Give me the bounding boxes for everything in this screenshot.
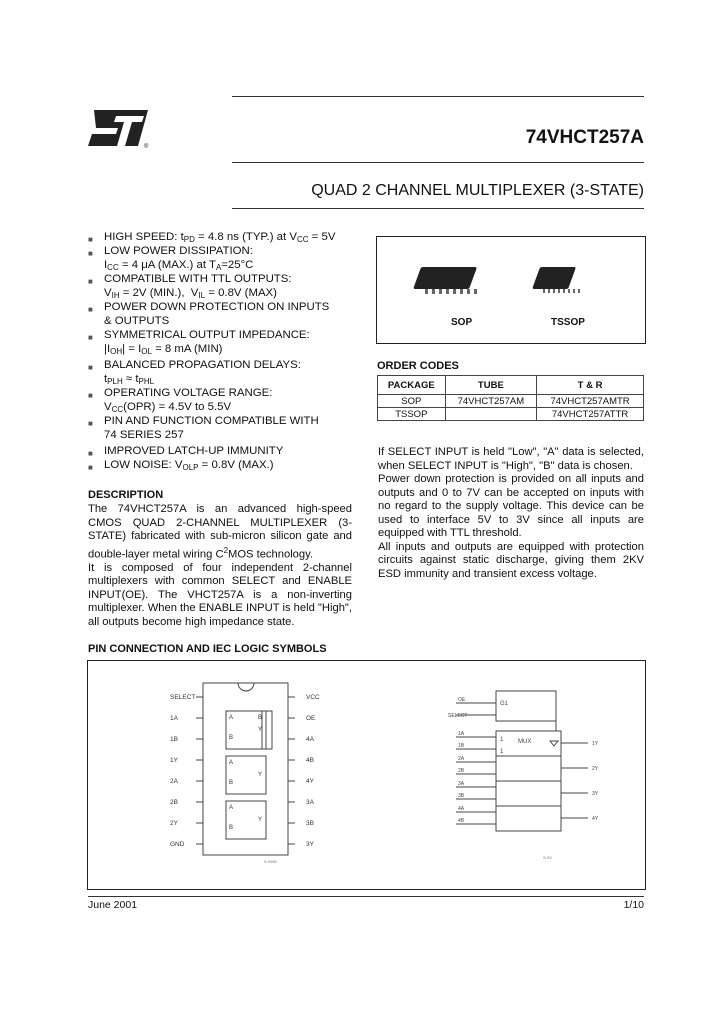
footer-date: June 2001	[88, 899, 138, 911]
subtitle-rule	[232, 208, 644, 209]
bullet-icon: ■	[88, 419, 93, 428]
pin-section-heading: PIN CONNECTION AND IEC LOGIC SYMBOLS	[88, 643, 327, 655]
table-row	[378, 408, 644, 421]
table-cell: 74VHCT257AMTR	[537, 395, 644, 408]
svg-text:S-9950: S-9950	[264, 859, 277, 864]
pin-connection-diagram	[88, 661, 645, 889]
table-cell	[445, 408, 537, 421]
pin-label: 3A	[306, 799, 314, 806]
tssop-package-image	[532, 267, 580, 293]
pin-label: 1A	[170, 715, 178, 722]
feature-text: OPERATING VOLTAGE RANGE: $V_{CC}(OPR) = 4.5V$ to 5.5V	[104, 387, 273, 414]
bullet-icon: ■	[88, 449, 93, 458]
feature-text: LOW NOISE: $V_{OLP} = 0.8V$ (MAX.)	[104, 459, 274, 472]
svg-text:3Y: 3Y	[592, 791, 599, 797]
pin-label: 4Y	[306, 778, 314, 785]
svg-text:3B: 3B	[458, 793, 465, 799]
tssop-label: TSSOP	[551, 317, 585, 328]
feature-text: POWER DOWN PROTECTION ON INPUTS & OUTPUTS	[104, 301, 330, 327]
footer-page: 1/10	[623, 899, 644, 911]
order-codes-header: TUBE	[445, 376, 537, 395]
svg-text:1B: 1B	[458, 743, 465, 749]
svg-text:2A: 2A	[458, 756, 465, 762]
feature-text: BALANCED PROPAGATION DELAYS: $t_{PLH} \approx t_{PHL}$	[104, 359, 301, 386]
pin-label: 1Y	[170, 757, 178, 764]
svg-text:B: B	[229, 780, 234, 786]
pin-label: GND	[170, 841, 185, 848]
bullet-icon: ■	[88, 235, 93, 244]
footer-rule	[88, 896, 644, 897]
bullet-icon: ■	[88, 249, 93, 258]
svg-text:4A: 4A	[458, 806, 465, 812]
pin-label: 2B	[170, 799, 178, 806]
svg-text:®: ®	[144, 144, 149, 150]
svg-text:2Y: 2Y	[592, 766, 599, 772]
pin-label: 2A	[170, 778, 178, 785]
table-row	[378, 395, 644, 408]
feature-text: IMPROVED LATCH-UP IMMUNITY	[104, 445, 284, 457]
svg-text:Y: Y	[258, 772, 263, 778]
svg-text:1: 1	[500, 737, 504, 743]
order-codes-table	[377, 375, 644, 421]
svg-text:B: B	[258, 715, 263, 721]
pin-label: VCC	[306, 694, 320, 701]
table-cell: SOP	[378, 395, 446, 408]
feature-text: COMPATIBLE WITH TTL OUTPUTS: $V_{IH} = 2V$ (MIN.), $V_{IL} = 0.8V$ (MAX)	[104, 273, 292, 300]
bullet-icon: ■	[88, 305, 93, 314]
svg-text:2B: 2B	[458, 768, 465, 774]
svg-text:A: A	[229, 805, 234, 811]
order-codes-header: PACKAGE	[378, 376, 446, 395]
svg-text:1Y: 1Y	[592, 741, 599, 747]
bullet-icon: ■	[88, 333, 93, 342]
sop-label: SOP	[451, 317, 473, 328]
feature-text: LOW POWER DISSIPATION: $I_{CC} = 4$ μA (MAX.) at $T_A=25^\circ C$	[104, 245, 254, 272]
pin-label: SELECT	[170, 694, 196, 701]
svg-text:MUX: MUX	[518, 739, 532, 745]
part-number: 74VHCT257A	[525, 127, 644, 148]
svg-text:OE: OE	[458, 697, 466, 703]
pin-label: OE	[306, 715, 316, 722]
feature-text: SYMMETRICAL OUTPUT IMPEDANCE: $|I_{OH}| = I_{OL} = 8$ mA (MIN)	[104, 329, 310, 356]
bullet-icon: ■	[88, 463, 93, 472]
package-box	[376, 236, 646, 344]
pin-label: 3B	[306, 820, 314, 827]
svg-text:B: B	[229, 735, 234, 741]
feature-text: PIN AND FUNCTION COMPATIBLE WITH 74 SERIES 257	[104, 415, 319, 441]
svg-text:1A: 1A	[458, 731, 465, 737]
table-cell: 74VHCT257AM	[445, 395, 537, 408]
pin-label: 2Y	[170, 820, 178, 827]
svg-text:Y: Y	[258, 727, 263, 733]
pin-label: 4B	[306, 757, 314, 764]
st-logo	[86, 106, 156, 150]
pin-diagram-box	[87, 660, 646, 890]
table-cell: 74VHCT257ATTR	[537, 408, 644, 421]
svg-text:3A: 3A	[458, 781, 465, 787]
page-subtitle: QUAD 2 CHANNEL MULTIPLEXER (3-STATE)	[311, 182, 644, 199]
svg-text:4B: 4B	[458, 818, 465, 824]
description-left: The 74VHCT257A is an advanced high-speed CMOS QUAD 2-CHANNEL MULTIPLEXER (3-STATE) fabricated with sub-micron silicon gate and double-layer metal wiring $C^2MOS$ technology. It is composed of four independent 2-channel multiplexers with common SELECT and ENABLE INPUT(OE). The VHCT257A is a non-inverting multiplexer. When the ENABLE INPUT is held "High", all outputs become high impedance state.	[88, 503, 352, 628]
bullet-icon: ■	[88, 363, 93, 372]
svg-text:G1: G1	[500, 701, 509, 707]
package-images	[377, 237, 645, 343]
svg-text:1: 1	[500, 749, 504, 755]
table-cell: TSSOP	[378, 408, 446, 421]
order-codes-header: T & R	[537, 376, 644, 395]
svg-text:SELECT: SELECT	[448, 713, 468, 719]
svg-text:Y: Y	[258, 817, 263, 823]
bullet-icon: ■	[88, 277, 93, 286]
pin-label: 4A	[306, 736, 314, 743]
title-rule	[232, 162, 644, 163]
svg-text:S-9X: S-9X	[543, 855, 552, 860]
description-heading: DESCRIPTION	[88, 489, 164, 501]
feature-text: HIGH SPEED: $t_{PD} = 4.8$ ns (TYP.) at $V_{CC} = 5V$	[104, 231, 336, 244]
svg-text:A: A	[229, 760, 234, 766]
svg-text:4Y: 4Y	[592, 816, 599, 822]
bullet-icon: ■	[88, 391, 93, 400]
order-codes-heading: ORDER CODES	[377, 360, 459, 372]
top-rule	[232, 96, 644, 97]
pin-label: 1B	[170, 736, 178, 743]
pin-label: 3Y	[306, 841, 314, 848]
svg-text:A: A	[229, 715, 234, 721]
svg-text:B: B	[229, 825, 234, 831]
sop-package-image	[413, 267, 477, 294]
description-right: If SELECT INPUT is held "Low", "A" data is selected, when SELECT INPUT is "High", "B" data is chosen. Power down protection is provided on all inputs and outputs and 0 to 7V can be accepted on inputs with no regard to the supply voltage. This device can be used to interface 5V to 3V since all inputs are equipped with TTL threshold. All inputs and outputs are equipped with protection circuits against static discharge, giving them 2KV ESD immunity and transient excess voltage.	[378, 446, 644, 580]
